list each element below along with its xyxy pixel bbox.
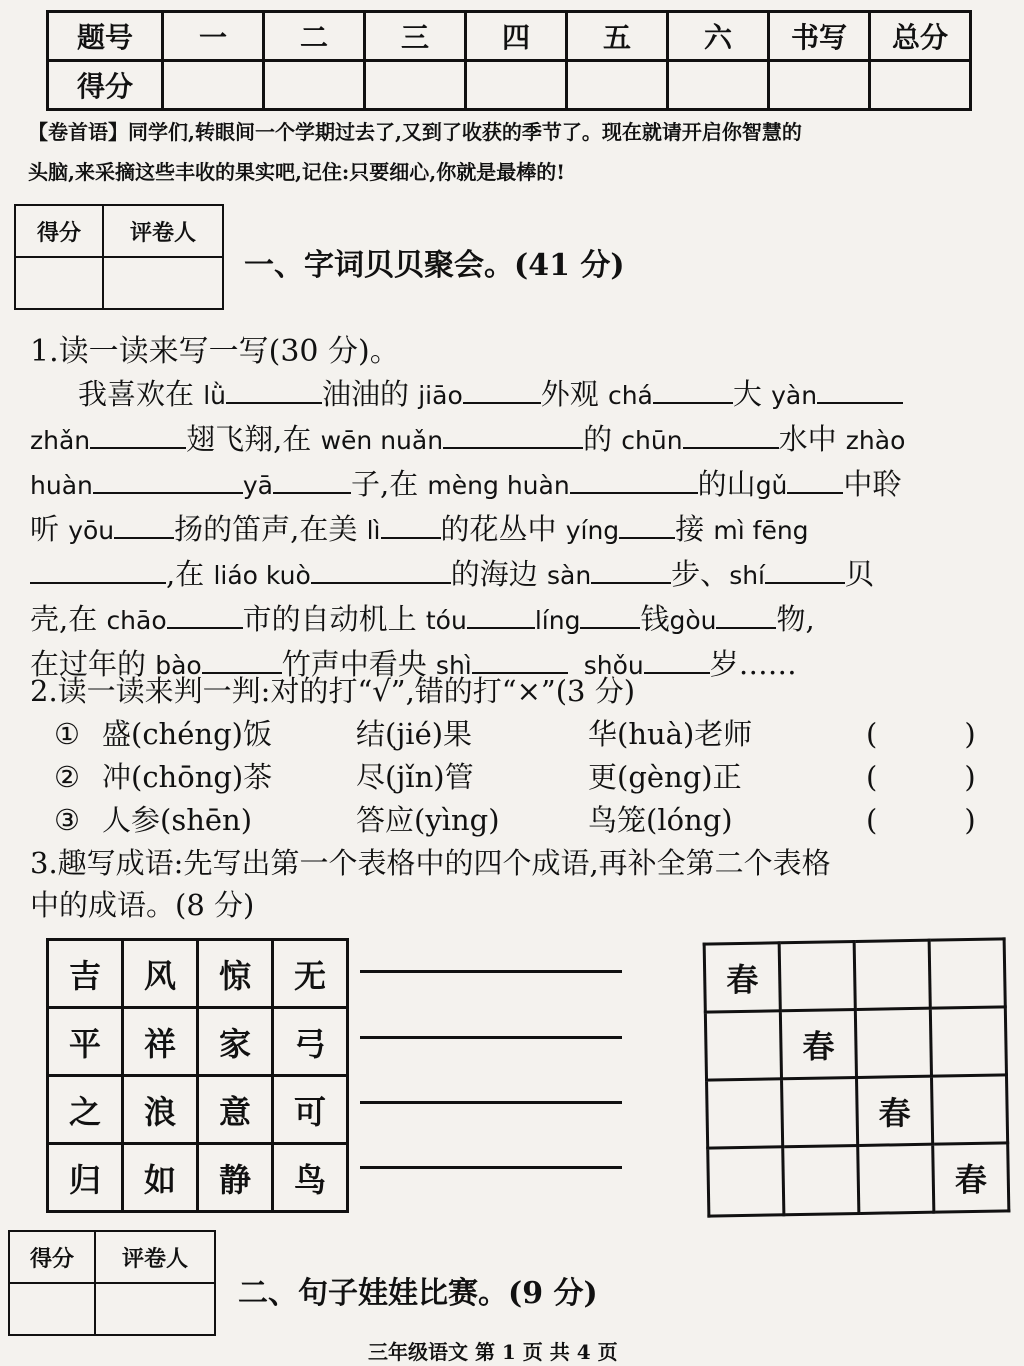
pinyin: chá xyxy=(607,381,653,410)
idiom-cell: 春 xyxy=(704,943,780,1012)
idiom-cell: 弓 xyxy=(273,1008,348,1076)
q1-title: 1.读一读来写一写(30 分)。 xyxy=(30,334,400,369)
answer-blank[interactable] xyxy=(580,597,640,629)
score-table-header-row xyxy=(48,12,971,61)
intro-line-1: 【卷首语】同学们,转眼间一个学期过去了,又到了收获的季节了。现在就请开启你智慧的 xyxy=(28,120,802,144)
idiom-answer-line[interactable] xyxy=(360,1101,622,1104)
idiom-cell: 春 xyxy=(933,1143,1009,1212)
idiom-fill-cell[interactable] xyxy=(705,1011,781,1080)
grader-name-label: 评卷人 xyxy=(95,1231,215,1283)
answer-blank[interactable] xyxy=(644,642,710,674)
answer-blank[interactable] xyxy=(817,372,903,404)
pinyin: tóu xyxy=(425,606,467,635)
idiom-fill-cell[interactable] xyxy=(855,1008,931,1077)
grader-score-label: 得分 xyxy=(15,205,103,257)
idiom-cell: 吉 xyxy=(48,940,123,1008)
section-1-title: 一、字词贝贝聚会。(41 分) xyxy=(244,248,625,283)
idiom-cell: 浪 xyxy=(123,1076,198,1144)
pinyin: yàn xyxy=(771,381,818,410)
pinyin: yā xyxy=(242,471,273,500)
answer-blank[interactable] xyxy=(90,417,186,449)
idiom-fill-cell[interactable] xyxy=(779,942,855,1011)
q1-line-4: 听 yōu 扬的笛声,在美 lì 的花丛中 yíng 接 mì fēng xyxy=(30,507,1000,552)
score-table xyxy=(46,10,972,111)
idiom-answer-line[interactable] xyxy=(360,1166,622,1169)
idiom-cell: 祥 xyxy=(123,1008,198,1076)
q2-item: 冲(chōng)茶 xyxy=(102,760,273,794)
q2-item: 盛(chéng)饭 xyxy=(102,717,272,751)
idiom-fill-cell[interactable] xyxy=(854,940,930,1009)
pinyin: chāo xyxy=(106,606,167,635)
answer-blank[interactable] xyxy=(591,552,671,584)
q2-row xyxy=(54,713,994,756)
answer-blank[interactable] xyxy=(463,372,541,404)
answer-blank[interactable] xyxy=(619,507,675,539)
idiom-cell: 如 xyxy=(123,1144,198,1212)
idiom-grid-2 xyxy=(703,937,1011,1217)
pinyin: shǒu xyxy=(583,651,644,680)
idiom-cell: 无 xyxy=(273,940,348,1008)
answer-blank[interactable] xyxy=(311,552,451,584)
idiom-cell: 春 xyxy=(857,1076,933,1145)
grader-name-cell[interactable] xyxy=(95,1283,215,1335)
idiom-cell: 家 xyxy=(198,1008,273,1076)
grader-box-1 xyxy=(14,204,224,310)
pinyin: liáo kuò xyxy=(213,561,311,590)
pinyin: gǔ xyxy=(755,471,788,500)
score-header-cell: 书写 xyxy=(769,12,870,61)
q2-rows xyxy=(54,713,994,842)
grader-score-cell[interactable] xyxy=(9,1283,95,1335)
q1-line-1: 我喜欢在 lǜ 油油的 jiāo 外观 chá 大 yàn xyxy=(30,372,1000,417)
idiom-cell: 可 xyxy=(273,1076,348,1144)
pinyin: chūn xyxy=(621,426,683,455)
answer-blank[interactable] xyxy=(93,462,243,494)
idiom-fill-cell[interactable] xyxy=(782,1078,858,1147)
q2-item: 更(gèng)正 xyxy=(588,760,742,794)
q1-line-5: ,在 liáo kuò 的海边 sàn 步、shí 贝 xyxy=(30,552,1000,597)
q2-row-number: ① xyxy=(54,717,80,751)
q2-item: 人参(shēn) xyxy=(102,803,253,837)
q2-item: 尽(jǐn)管 xyxy=(356,760,474,794)
q2-item: 鸟笼(lóng) xyxy=(588,803,733,837)
score-header-cell: 三 xyxy=(365,12,466,61)
idiom-cell: 春 xyxy=(780,1010,856,1079)
idiom-cell: 鸟 xyxy=(273,1144,348,1212)
score-input-cell[interactable] xyxy=(870,61,971,110)
q1-body xyxy=(30,372,1000,687)
idiom-fill-cell[interactable] xyxy=(858,1144,934,1213)
score-header-cell: 一 xyxy=(163,12,264,61)
intro-text xyxy=(28,112,1018,192)
answer-blank[interactable] xyxy=(226,372,322,404)
score-header-cell: 四 xyxy=(466,12,567,61)
answer-blank[interactable] xyxy=(273,462,351,494)
idiom-fill-cell[interactable] xyxy=(929,939,1005,1008)
answer-blank[interactable] xyxy=(381,507,441,539)
idiom-grid-1 xyxy=(46,938,349,1213)
idiom-fill-cell[interactable] xyxy=(708,1147,784,1216)
grader-box-2 xyxy=(8,1230,216,1336)
section-2-title: 二、句子娃娃比赛。(9 分) xyxy=(238,1276,598,1311)
q2-answer-paren[interactable]: ( ) xyxy=(866,760,976,794)
score-input-cell[interactable] xyxy=(567,61,668,110)
q3-title-line-1: 3.趣写成语:先写出第一个表格中的四个成语,再补全第二个表格 xyxy=(30,846,831,880)
pinyin: líng xyxy=(534,606,581,635)
q2-row xyxy=(54,799,994,842)
idiom-cell: 之 xyxy=(48,1076,123,1144)
q2-item: 华(huà)老师 xyxy=(588,717,753,751)
page-footer: 三年级语文 第 1 页 共 4 页 xyxy=(368,1340,618,1364)
q2-row xyxy=(54,756,994,799)
answer-blank[interactable] xyxy=(653,372,733,404)
grader-score-cell[interactable] xyxy=(15,257,103,309)
score-row-label: 得分 xyxy=(48,61,163,110)
q1-line-3: huàn yā 子,在 mèng huàn 的山gǔ 中聆 xyxy=(30,462,1000,507)
pinyin: lǜ xyxy=(203,381,227,410)
score-input-cell[interactable] xyxy=(163,61,264,110)
idiom-fill-cell[interactable] xyxy=(931,1075,1007,1144)
pinyin: sàn xyxy=(546,561,592,590)
pinyin: shì xyxy=(435,651,472,680)
idiom-fill-cell[interactable] xyxy=(783,1145,859,1214)
answer-blank[interactable] xyxy=(787,462,843,494)
idiom-cell: 静 xyxy=(198,1144,273,1212)
q2-row-number: ③ xyxy=(54,803,80,837)
intro-line-2: 头脑,来采摘这些丰收的果实吧,记住:只要细心,你就是最棒的! xyxy=(28,160,566,184)
pinyin: zhào xyxy=(845,426,906,455)
score-table-score-row xyxy=(48,61,971,110)
idiom-cell: 归 xyxy=(48,1144,123,1212)
grader-name-cell[interactable] xyxy=(103,257,223,309)
pinyin: zhǎn xyxy=(30,426,91,455)
idiom-cell: 惊 xyxy=(198,940,273,1008)
score-input-cell[interactable] xyxy=(668,61,769,110)
q2-item: 结(jié)果 xyxy=(356,717,473,751)
score-header-cell: 五 xyxy=(567,12,668,61)
score-header-cell: 二 xyxy=(264,12,365,61)
idiom-cell: 平 xyxy=(48,1008,123,1076)
pinyin: yōu xyxy=(68,516,115,545)
grader-name-label: 评卷人 xyxy=(103,205,223,257)
q2-item: 答应(yìng) xyxy=(356,803,500,837)
pinyin: wēn nuǎn xyxy=(320,426,444,455)
idiom-fill-cell[interactable] xyxy=(707,1079,783,1148)
q3-title-line-2: 中的成语。(8 分) xyxy=(30,888,255,922)
grader-score-label: 得分 xyxy=(9,1231,95,1283)
pinyin: lì xyxy=(366,516,381,545)
answer-blank[interactable] xyxy=(167,597,243,629)
answer-blank[interactable] xyxy=(467,597,535,629)
q1-line-7: 在过年的 bào 竹声中看央 shì shǒu 岁…… xyxy=(30,642,1000,687)
q1-line-6: 壳,在 chāo 市的自动机上 tóu líng 钱gòu 物, xyxy=(30,597,1000,642)
pinyin: mì fēng xyxy=(713,516,809,545)
answer-blank[interactable] xyxy=(716,597,776,629)
answer-blank[interactable] xyxy=(570,462,698,494)
q2-title: 2.读一读来判一判:对的打“√”,错的打“×”(3 分) xyxy=(30,674,636,708)
idiom-answer-line[interactable] xyxy=(360,1036,622,1039)
pinyin: gòu xyxy=(669,606,717,635)
answer-blank[interactable] xyxy=(683,417,779,449)
idiom-answer-line[interactable] xyxy=(360,970,622,973)
pinyin: shí xyxy=(729,561,766,590)
score-input-cell[interactable] xyxy=(769,61,870,110)
idiom-cell: 意 xyxy=(198,1076,273,1144)
pinyin: huàn xyxy=(30,471,93,500)
score-input-cell[interactable] xyxy=(264,61,365,110)
q2-answer-paren[interactable]: ( ) xyxy=(866,717,976,751)
answer-blank[interactable] xyxy=(443,417,583,449)
score-input-cell[interactable] xyxy=(466,61,567,110)
answer-blank[interactable] xyxy=(30,552,166,584)
q1-line-2: zhǎn 翅飞翔,在 wēn nuǎn 的 chūn 水中 zhào xyxy=(30,417,1000,462)
pinyin: yíng xyxy=(565,516,620,545)
pinyin: mèng huàn xyxy=(427,471,570,500)
pinyin: bào xyxy=(155,651,202,680)
pinyin: jiāo xyxy=(418,381,463,410)
idiom-cell: 风 xyxy=(123,940,198,1008)
answer-blank[interactable] xyxy=(765,552,845,584)
score-input-cell[interactable] xyxy=(365,61,466,110)
idiom-fill-cell[interactable] xyxy=(930,1007,1006,1076)
score-header-cell: 总分 xyxy=(870,12,971,61)
q2-row-number: ② xyxy=(54,760,80,794)
score-header-cell: 六 xyxy=(668,12,769,61)
score-header-cell: 题号 xyxy=(48,12,163,61)
q2-answer-paren[interactable]: ( ) xyxy=(866,803,976,837)
answer-blank[interactable] xyxy=(114,507,174,539)
